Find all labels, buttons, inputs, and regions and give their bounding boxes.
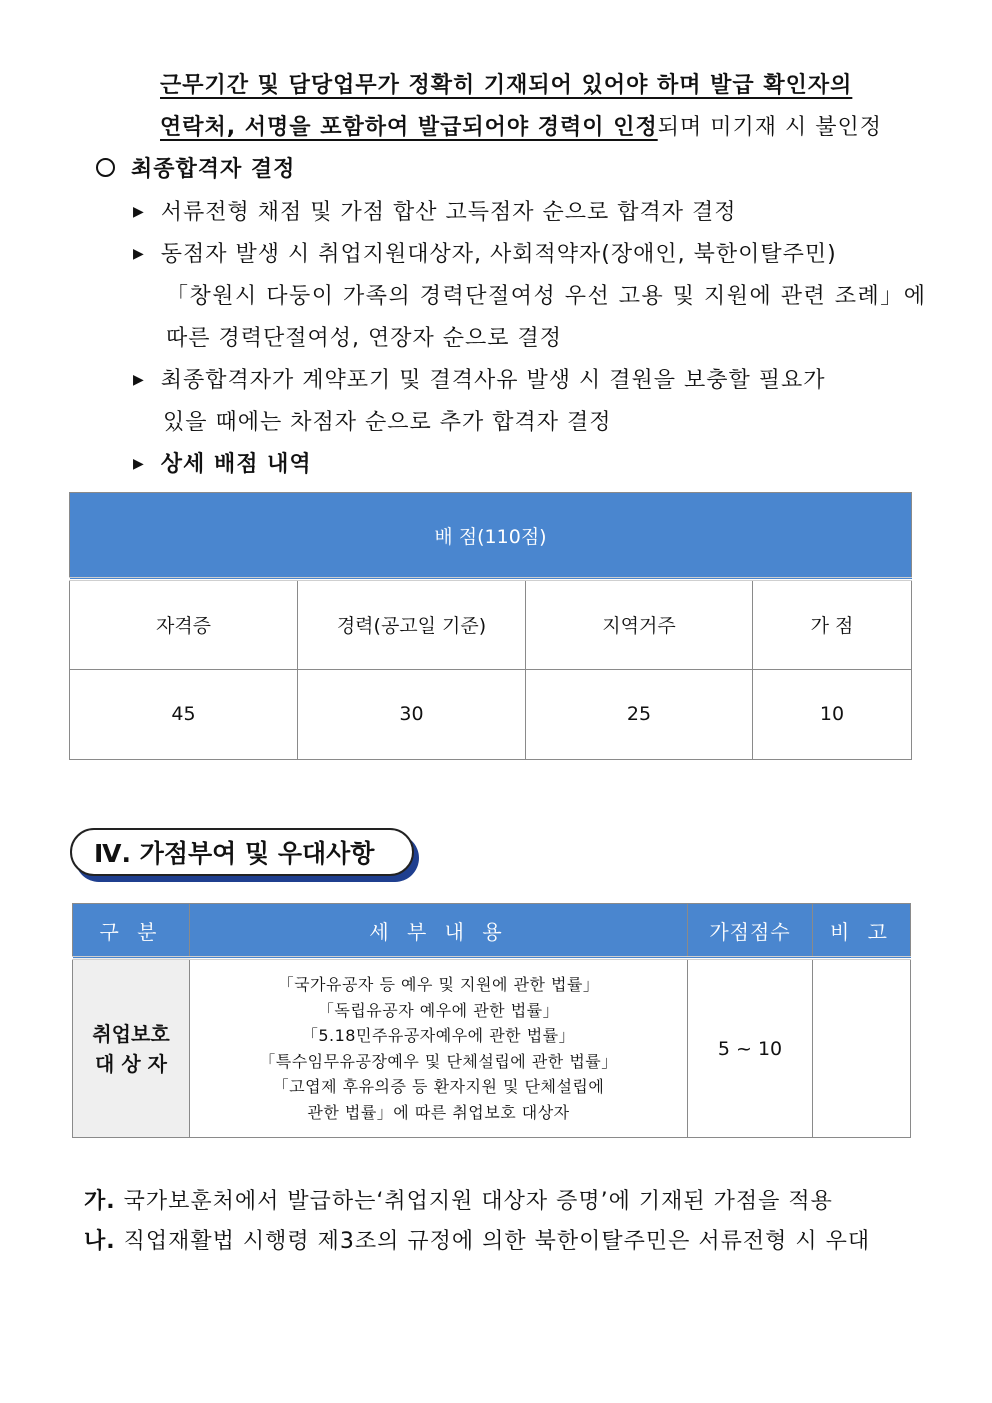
score-header-residence: 지역거주: [526, 579, 753, 669]
note-na-text: 직업재활법 시행령 제3조의 규정에 의한 북한이탈주민은 서류전형 시 우대: [123, 1229, 871, 1254]
top-line-2-underlined: 연락처, 서명을 포함하여 발급되어야 경력이 인정: [160, 115, 658, 140]
note-na: [84, 1224, 870, 1255]
note-ga: [84, 1184, 833, 1215]
bonus-detail-line: 「고엽제 후유의증 등 환자지원 및 단체설립에: [272, 1077, 605, 1096]
top-line-2: [160, 110, 882, 141]
score-table: [69, 492, 912, 760]
score-header-cert: 자격증: [70, 579, 298, 669]
score-header-bonus: 가 점: [753, 579, 912, 669]
bonus-detail-line: 「특수임무유공장예우 및 단체설립에 관한 법률」: [259, 1051, 618, 1071]
score-value-bonus: 10: [753, 669, 912, 759]
bonus-header-score: 가점점수: [688, 904, 813, 959]
final-bullet-2: [133, 237, 837, 268]
triangle-bullet-icon: ▶: [133, 246, 145, 262]
bonus-score-cell: 5 ~ 10: [688, 958, 813, 1138]
final-bullet-2-line-1: 동점자 발생 시 취업지원대상자, 사회적약자(장애인, 북한이탈주민): [160, 242, 837, 267]
score-header-career: 경력(공고일 기준): [298, 579, 526, 669]
bonus-header-category: 구 분: [73, 904, 190, 959]
note-ga-text: 국가보훈처에서 발급하는‘취업지원 대상자 증명’에 기재된 가점을 적용: [123, 1189, 833, 1214]
bonus-category-line-1: 취업보호: [92, 1021, 170, 1046]
score-value-residence: 25: [526, 669, 753, 759]
top-line-2-rest: 되며 미기재 시 불인정: [657, 115, 882, 140]
section-title: Ⅳ. 가점부여 및 우대사항: [70, 828, 414, 876]
final-bullet-4: [133, 447, 312, 478]
bonus-detail-line: 관한 법률」에 따른 취업보호 대상자: [307, 1102, 570, 1122]
circle-bullet-icon: [96, 158, 115, 177]
final-bullet-3-line-1: 최종합격자가 계약포기 및 결격사유 발생 시 결원을 보충할 필요가: [160, 368, 826, 393]
bonus-detail-line: 「국가유공자 등 예우 및 지원에 관한 법률」: [277, 975, 600, 994]
final-heading: [96, 152, 295, 183]
bonus-detail-cell: [190, 958, 688, 1138]
final-bullet-2-line-2: 「창원시 다둥이 가족의 경력단절여성 우선 고용 및 지원에 관련 조례」에: [166, 284, 927, 309]
score-value-career: 30: [298, 669, 526, 759]
top-line-1: 근무기간 및 담당업무가 정확히 기재되어 있어야 하며 발급 확인자의: [160, 73, 853, 98]
final-bullet-3: [133, 363, 826, 394]
note-na-label: 나.: [84, 1229, 116, 1254]
final-bullet-4-text: 상세 배점 내역: [160, 452, 312, 477]
bonus-header-detail: 세 부 내 용: [190, 904, 688, 959]
bonus-note-cell: [813, 958, 911, 1138]
triangle-bullet-icon: ▶: [133, 372, 145, 388]
score-table-title: 배 점(110점): [70, 493, 912, 580]
triangle-bullet-icon: ▶: [133, 456, 145, 472]
bonus-table: [72, 903, 911, 1138]
note-ga-label: 가.: [84, 1189, 116, 1214]
bonus-header-note: 비 고: [813, 904, 911, 959]
bonus-category-line-2: 대 상 자: [95, 1051, 167, 1076]
final-bullet-1-text: 서류전형 채점 및 가점 합산 고득점자 순으로 합격자 결정: [160, 200, 737, 225]
triangle-bullet-icon: ▶: [133, 204, 145, 220]
final-bullet-2-line-3: 따른 경력단절여성, 연장자 순으로 결정: [166, 326, 562, 351]
bonus-detail-line: 「5.18민주유공자예우에 관한 법률」: [301, 1026, 576, 1045]
bonus-category-cell: [73, 958, 190, 1138]
final-bullet-1: [133, 195, 737, 226]
bonus-detail-line: 「독립유공자 예우에 관한 법률」: [317, 1000, 560, 1020]
final-heading-text: 최종합격자 결정: [131, 157, 296, 182]
final-bullet-3-line-2: 있을 때에는 차점자 순으로 추가 합격자 결정: [163, 410, 612, 435]
score-value-cert: 45: [70, 669, 298, 759]
